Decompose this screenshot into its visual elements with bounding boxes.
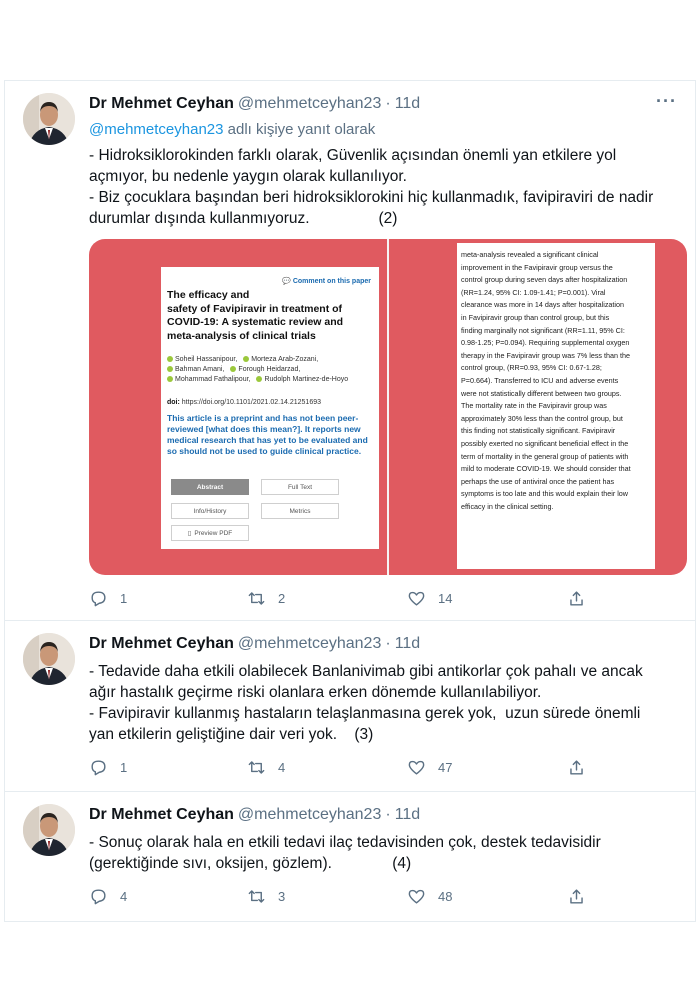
reply-count: 4 (120, 889, 128, 904)
share-button[interactable] (567, 589, 598, 608)
tweet-line: açmıyor, bu nedenle yaygın olarak kullanılıyor. (89, 168, 407, 185)
tweet-text (89, 145, 679, 229)
tweet-line: - Hidroksiklorokinden farklı olarak, Güvenlik açısından önemli yan etkilere yol (89, 147, 617, 164)
abstract-line: efficacy in the clinical setting. (461, 501, 554, 511)
reply-suffix: adlı kişiye yanıt olarak (223, 121, 376, 138)
author: Rudolph Martinez-de-Hoyo (256, 375, 348, 385)
author: Bahman Amani, (167, 365, 224, 375)
abstract-line: perhaps the use of antiviral once the patient has (461, 476, 615, 486)
heart-icon (407, 887, 426, 906)
author-handle[interactable]: @mehmetceyhan23 (237, 635, 382, 652)
reply-icon (89, 887, 108, 906)
share-button[interactable] (567, 887, 598, 906)
separator-dot: · (385, 95, 391, 112)
tweet-line: - Biz çocuklara başından beri hidroksiklorokini hiç kullanmadık, favipiraviri de nadir (89, 189, 654, 206)
tweet-line: (gerektiğinde sıvı, oksijen, gözlem). (4) (89, 855, 412, 872)
tweet-line: yan etkilerin geliştiğine dair veri yok. (3) (89, 726, 374, 743)
preview-pdf-label: Preview PDF (194, 529, 233, 537)
abstract-line: mild to moderate COVID-19. We should consider that (461, 464, 631, 474)
full-text-tab: Full Text (261, 479, 339, 495)
tweet-header (89, 804, 420, 826)
like-count: 48 (438, 889, 453, 904)
retweet-count: 4 (278, 760, 286, 775)
tweet-line: - Favipiravir kullanmış hastaların telaşlanmasına gerek yok, uzun sürede önemli (89, 705, 641, 722)
like-button[interactable] (407, 589, 452, 608)
author: Forough Heidarzad, (230, 365, 300, 375)
abstract-line: meta-analysis revealed a significant clinical (461, 250, 599, 259)
avatar[interactable] (23, 804, 75, 856)
author: Soheil Hassanipour, (167, 355, 237, 365)
author-name[interactable]: Dr Mehmet Ceyhan (89, 806, 234, 823)
doi-label: doi: (167, 399, 180, 406)
abstract-line: improvement in the Favipiravir group versus the (461, 262, 613, 272)
reply-mention-link[interactable]: @mehmetceyhan23 (89, 121, 224, 138)
retweet-icon (247, 887, 266, 906)
like-count: 47 (438, 760, 453, 775)
abstract-line: finding marginally not significant (RR=1.11, 95% CI: (461, 325, 625, 335)
reply-icon (89, 589, 108, 608)
abstract-line: in Favipiravir group than control group, but this (461, 312, 610, 322)
tweet-line: ağır hastalık geçirme riski olanlara erken dönemde kullanılabiliyor. (89, 684, 542, 701)
paper-screenshot (161, 267, 379, 549)
tweet-thread (4, 80, 696, 922)
tweet-2[interactable] (5, 621, 695, 792)
tweet-line: - Tedavide daha etkili olabilecek Banlanivimab gibi antikorlar çok pahalı ve ancak (89, 663, 643, 680)
abstract-line: were not statistically different between two groups. (461, 388, 622, 398)
paper-doi (167, 399, 321, 406)
abstract-line: approximately 30% less than the control group, but (461, 413, 623, 423)
abstract-line: control group during seven days after hospitalization (461, 275, 628, 285)
retweet-icon (247, 589, 266, 608)
retweet-button[interactable] (247, 589, 285, 608)
comment-link: 💬 Comment on this paper (282, 278, 371, 285)
tweet-actions (89, 887, 609, 909)
paper-title: The efficacy and safety of Favipiravir in treatment of COVID-19: A systematic review and meta-analysis of clinical trials (167, 289, 344, 342)
share-icon (567, 758, 586, 777)
heart-icon (407, 758, 426, 777)
info-history-tab: Info/History (171, 503, 249, 519)
metrics-tab: Metrics (261, 503, 339, 519)
avatar[interactable] (23, 93, 75, 145)
tweet-line: durumlar dışında kullanmıyoruz. (2) (89, 210, 398, 227)
abstract-line: (RR=1.24, 95% CI: 1.09-1.41; P=0.001). Viral (461, 287, 606, 297)
abstract-line: therapy in the Favipiravir group was 7% less than the (461, 350, 630, 360)
author-name[interactable]: Dr Mehmet Ceyhan (89, 635, 234, 652)
separator-dot: · (385, 806, 391, 823)
abstract-line: The mortality rate in the Favipiravir group was (461, 401, 607, 411)
preview-pdf-button (171, 525, 249, 541)
reply-count: 1 (120, 591, 128, 606)
paper-authors (167, 355, 372, 385)
tweet-time[interactable]: 11d (394, 635, 421, 652)
pdf-icon: ▯ (187, 530, 192, 537)
tweet-line: - Sonuç olarak hala en etkili tedavi ilaç tedavisinden çok, destek tedavisidir (89, 834, 601, 851)
tweet-time[interactable]: 11d (394, 95, 421, 112)
preprint-notice: This article is a preprint and has not been peer-reviewed [what does this mean?]. It reports new medical research that has yet to be evaluated and so should not be used to guide clinical practice. (167, 413, 368, 456)
retweet-count: 2 (278, 591, 286, 606)
replying-to (89, 121, 375, 138)
share-icon (567, 887, 586, 906)
separator-dot: · (385, 635, 391, 652)
retweet-icon (247, 758, 266, 777)
abstract-line: control group, (RR=0.93, 95% CI: 0.67-1.28; (461, 363, 602, 373)
doi-value: https://doi.org/10.1101/2021.02.14.21251693 (181, 399, 321, 406)
tweet-time[interactable]: 11d (394, 806, 421, 823)
share-icon (567, 589, 586, 608)
retweet-button[interactable] (247, 887, 285, 906)
media-image-left[interactable] (89, 239, 387, 575)
abstract-screenshot (457, 243, 655, 569)
heart-icon (407, 589, 426, 608)
like-button[interactable] (407, 887, 452, 906)
like-button[interactable] (407, 758, 452, 777)
reply-button[interactable] (89, 589, 127, 608)
share-button[interactable] (567, 758, 598, 777)
media-image-right[interactable] (389, 239, 687, 575)
tweet-1[interactable] (5, 81, 695, 621)
retweet-count: 3 (278, 889, 286, 904)
author: Morteza Arab-Zozani, (243, 355, 318, 365)
abstract-line: term of mortality in the general group of patients with (461, 451, 629, 461)
author-handle[interactable]: @mehmetceyhan23 (237, 806, 382, 823)
abstract-line: this finding not statistically significant. Favipiravir (461, 426, 616, 436)
author-name[interactable]: Dr Mehmet Ceyhan (89, 95, 234, 112)
tweet-text (89, 832, 679, 874)
author-handle[interactable]: @mehmetceyhan23 (237, 95, 382, 112)
tweet-media[interactable] (89, 239, 687, 575)
tweet-header (89, 633, 420, 655)
tweet-actions (89, 589, 609, 611)
tweet-actions (89, 758, 609, 780)
reply-icon (89, 758, 108, 777)
abstract-line: clearance was more in 14 days after hospitalization (461, 300, 625, 310)
abstract-line: symptoms is too late and this would explain their low (461, 489, 628, 499)
abstract-line: possibly exerted no significant beneficial effect in the (461, 438, 629, 448)
avatar[interactable] (23, 633, 75, 685)
abstract-tab: Abstract (171, 479, 249, 495)
abstract-line: 0.98-1.25; P=0.094). Requiring supplemental oxygen (461, 338, 630, 348)
retweet-button[interactable] (247, 758, 285, 777)
tweet-header (89, 93, 420, 115)
like-count: 14 (438, 591, 453, 606)
abstract-line: P=0.664). Transferred to ICU and adverse events (461, 375, 619, 385)
author: Mohammad Fathalipour, (167, 375, 250, 385)
more-icon[interactable]: ··· (656, 91, 677, 111)
tweet-text (89, 661, 679, 745)
reply-count: 1 (120, 760, 128, 775)
reply-button[interactable] (89, 758, 127, 777)
reply-button[interactable] (89, 887, 127, 906)
tweet-3[interactable] (5, 792, 695, 922)
